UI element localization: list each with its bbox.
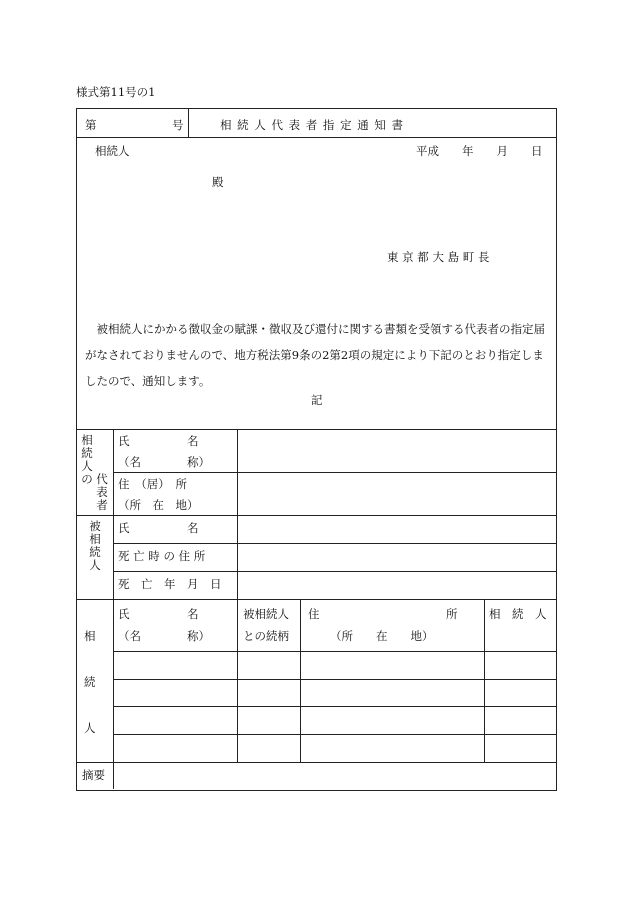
heirs-col-relation-1: 被相続人	[243, 607, 289, 621]
section-divider	[77, 429, 556, 430]
deceased-row-2	[113, 571, 556, 572]
ki-mark: 記	[311, 393, 323, 407]
heirs-col-address: 住 所	[308, 607, 458, 621]
body-line-3: したので、通知します。	[85, 374, 211, 388]
heirs-col-heir: 相 続 人	[489, 607, 547, 621]
field-column-line	[237, 429, 238, 599]
issuer-name: 東 京 都 大 島 町 長	[387, 250, 490, 264]
rep-group-label-2: 代 表 者	[96, 472, 108, 512]
rep-name-label: 氏 名	[118, 434, 199, 448]
rep-name-sub: （名 称）	[118, 455, 210, 469]
rep-address-sub: （所 在 地）	[118, 498, 199, 512]
deceased-row-1	[113, 543, 556, 544]
heirs-row-line-3	[113, 734, 556, 735]
heirs-col-relation-2: との続柄	[243, 629, 289, 643]
rep-address-label: 住 （居） 所	[118, 477, 187, 491]
heirs-relation-col-line	[300, 599, 301, 762]
deceased-group-label: 被 相 続 人	[89, 519, 101, 572]
heirs-group-label-3: 人	[84, 721, 96, 735]
heirs-col-name: 氏 名	[118, 607, 199, 621]
addressee-honorific: 殿	[212, 175, 224, 189]
deceased-date-label: 死 亡 年 月 日	[118, 577, 222, 591]
heirs-section-bottom	[77, 762, 556, 763]
deceased-name-label: 氏 名	[118, 521, 199, 535]
heirs-row-line-1	[113, 679, 556, 680]
addressee-label: 相続人	[95, 144, 130, 158]
deceased-address-label: 死 亡 時 の 住 所	[118, 549, 206, 563]
heirs-group-label-2: 続	[84, 675, 96, 689]
heirs-header-bottom	[113, 651, 556, 652]
number-suffix: 号	[172, 118, 184, 132]
rep-row-divider	[113, 472, 556, 473]
label-column-line	[113, 429, 114, 789]
heirs-name-col-line	[237, 599, 238, 762]
form-title: 相 続 人 代 表 者 指 定 通 知 書	[220, 118, 405, 132]
rep-group-label-1: 相 続 人 の	[81, 433, 93, 486]
form-code: 様式第11号の1	[76, 85, 156, 99]
body-line-2: がなされておりませんので、地方税法第9条の2第2項の規定により下記のとおり指定しま	[85, 348, 544, 362]
heirs-row-line-2	[113, 706, 556, 707]
header-divider	[77, 137, 556, 138]
heirs-group-label-1: 相	[84, 629, 96, 643]
heirs-col-name-sub: （名 称）	[118, 629, 210, 643]
heirs-address-col-line	[484, 599, 485, 762]
issue-date: 平成 年 月 日	[416, 144, 543, 158]
number-prefix: 第	[85, 118, 97, 132]
rep-section-bottom	[77, 515, 556, 516]
header-separator	[188, 109, 189, 137]
body-line-1: 被相続人にかかる徴収金の賦課・徴収及び還付に関する書類を受領する代表者の指定届	[85, 322, 545, 336]
remarks-label: 摘要	[82, 768, 105, 782]
heirs-col-address-sub: （所 在 地）	[330, 629, 434, 643]
